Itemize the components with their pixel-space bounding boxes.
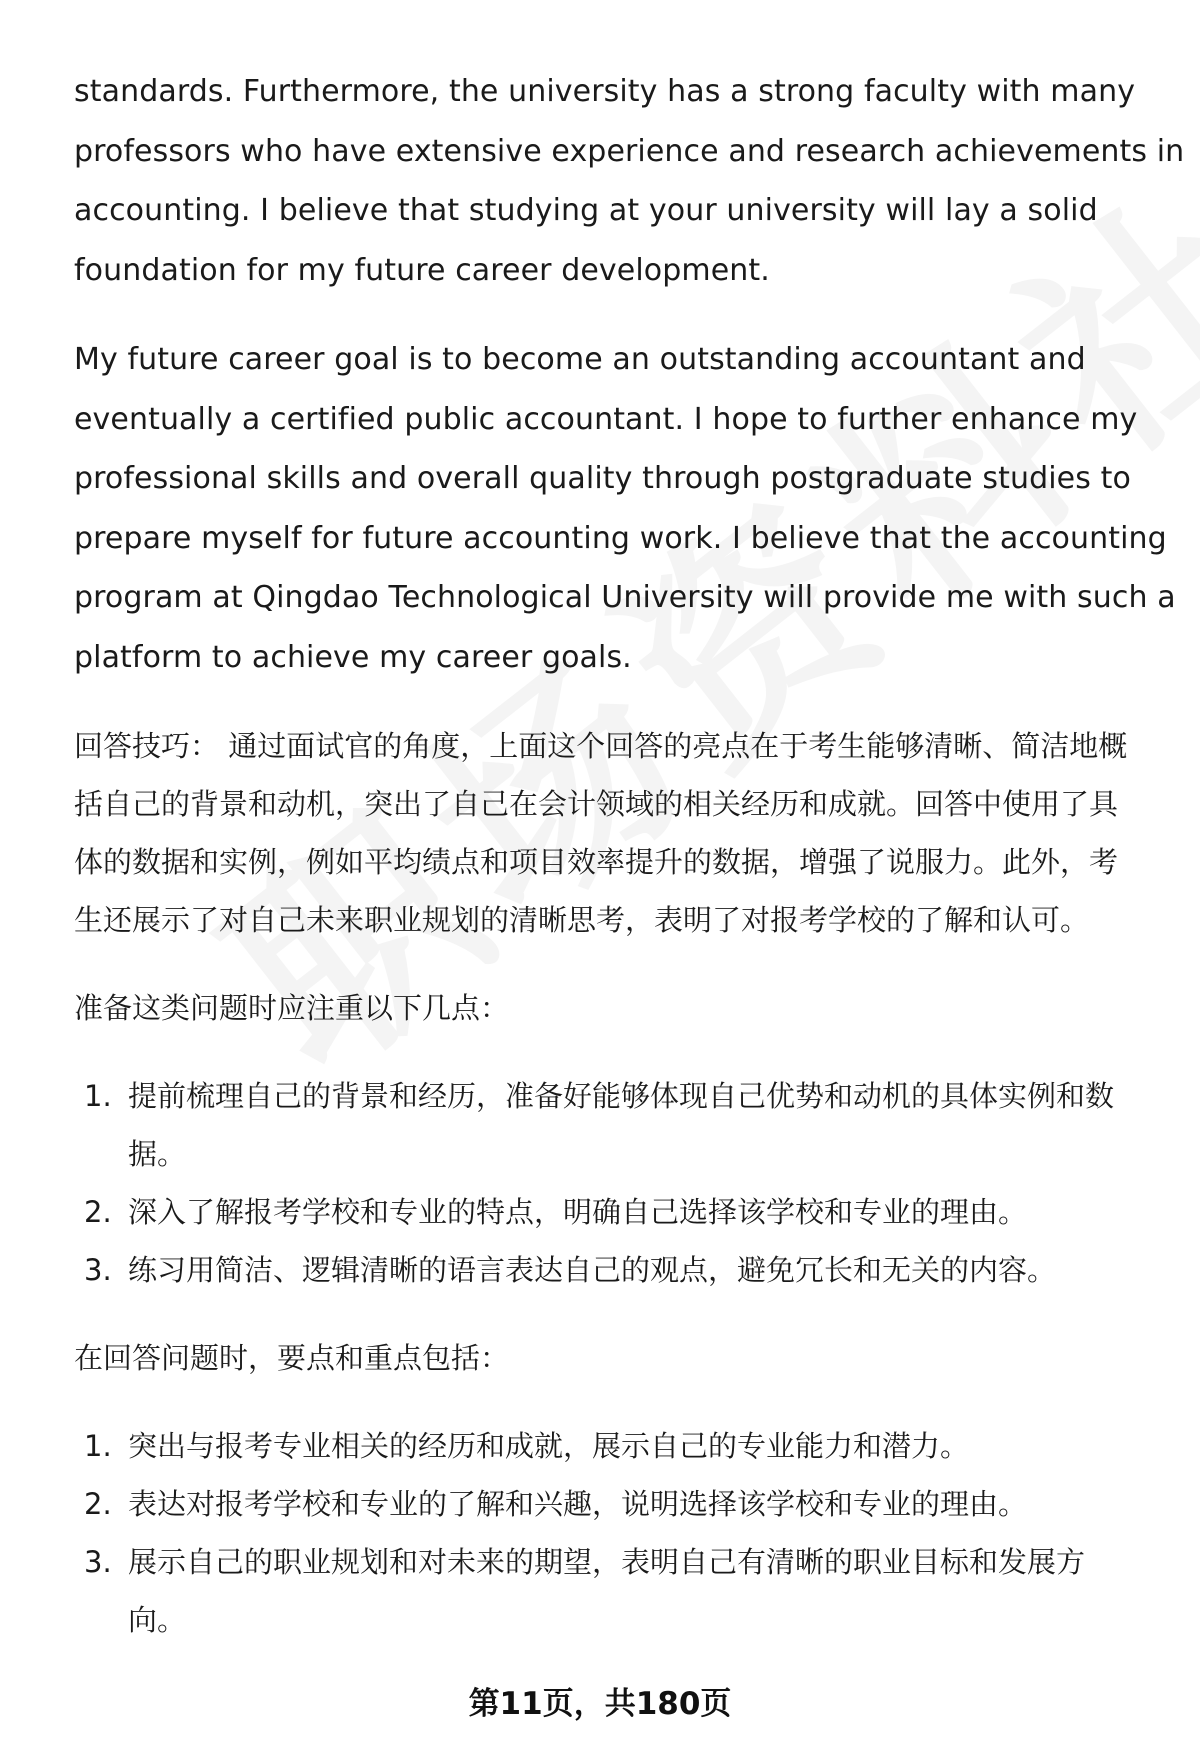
text-line: eventually a certified public accountant. I hope to further enhance my (74, 401, 1138, 437)
text-line: 深入了解报考学校和专业的特点，明确自己选择该学校和专业的理由。 (128, 1195, 1028, 1229)
list-item (74, 1241, 1154, 1299)
text-line: standards. Furthermore, the university has a strong faculty with many (74, 74, 1136, 109)
text-line: 括自己的背景和动机，突出了自己在会计领域的相关经历和成就。回答中使用了具 (74, 787, 1119, 821)
list-item (74, 1533, 1154, 1649)
text-line: foundation for my future career development. (74, 252, 770, 288)
list-number: 3. (84, 1253, 112, 1287)
list-number: 1. (84, 1429, 112, 1463)
list-number: 2. (84, 1487, 112, 1521)
text-line: 据。 (128, 1137, 187, 1171)
text-line: professional skills and overall quality through postgraduate studies to (74, 461, 1131, 496)
text-line: 生还展示了对自己未来职业规划的清晰思考，表明了对报考学校的了解和认可。 (74, 903, 1090, 937)
prepare-heading (74, 979, 1154, 1037)
answer-tips-paragraph (74, 717, 1154, 949)
text-line: platform to achieve my career goals. (74, 639, 632, 675)
page-number-footer: 第11页，共180页 (468, 1686, 732, 1722)
text-line: My future career goal is to become an outstanding accountant and (74, 342, 1086, 377)
answer-points-heading (74, 1329, 1154, 1387)
list-number: 1. (84, 1079, 112, 1113)
answer-points-list (74, 1417, 1154, 1649)
text-line: 准备这类问题时应注重以下几点： (74, 991, 510, 1025)
text-line: 回答技巧： 通过面试官的角度，上面这个回答的亮点在于考生能够清晰、简洁地概 (74, 729, 1128, 763)
text-line: 表达对报考学校和专业的了解和兴趣，说明选择该学校和专业的理由。 (128, 1487, 1028, 1521)
text-line: accounting. I believe that studying at your university will lay a solid (74, 193, 1098, 228)
text-line: 练习用简洁、逻辑清晰的语言表达自己的观点，避免冗长和无关的内容。 (128, 1253, 1057, 1287)
text-line: professors who have extensive experience and research achievements in (74, 133, 1185, 169)
list-number: 2. (84, 1195, 112, 1229)
text-line: 体的数据和实例，例如平均绩点和项目效率提升的数据，增强了说服力。此外，考 (74, 845, 1119, 879)
list-item (74, 1067, 1154, 1183)
text-line: 在回答问题时，要点和重点包括： (74, 1341, 510, 1375)
list-item (74, 1475, 1154, 1533)
list-item (74, 1183, 1154, 1241)
text-line: program at Qingdao Technological University will provide me with such a (74, 580, 1176, 615)
page-content (74, 62, 1185, 1679)
paragraph-en-2 (74, 330, 1176, 687)
prepare-list (74, 1067, 1154, 1299)
text-line: 突出与报考专业相关的经历和成就，展示自己的专业能力和潜力。 (128, 1429, 970, 1463)
list-item (74, 1417, 1154, 1475)
list-number: 3. (84, 1545, 112, 1579)
paragraph-en-1 (74, 62, 1185, 300)
text-line: prepare myself for future accounting work. I believe that the accounting (74, 520, 1167, 556)
text-line: 提前梳理自己的背景和经历，准备好能够体现自己优势和动机的具体实例和数 (128, 1079, 1115, 1113)
text-line: 展示自己的职业规划和对未来的期望，表明自己有清晰的职业目标和发展方 (128, 1545, 1086, 1579)
text-line: 向。 (128, 1603, 187, 1637)
